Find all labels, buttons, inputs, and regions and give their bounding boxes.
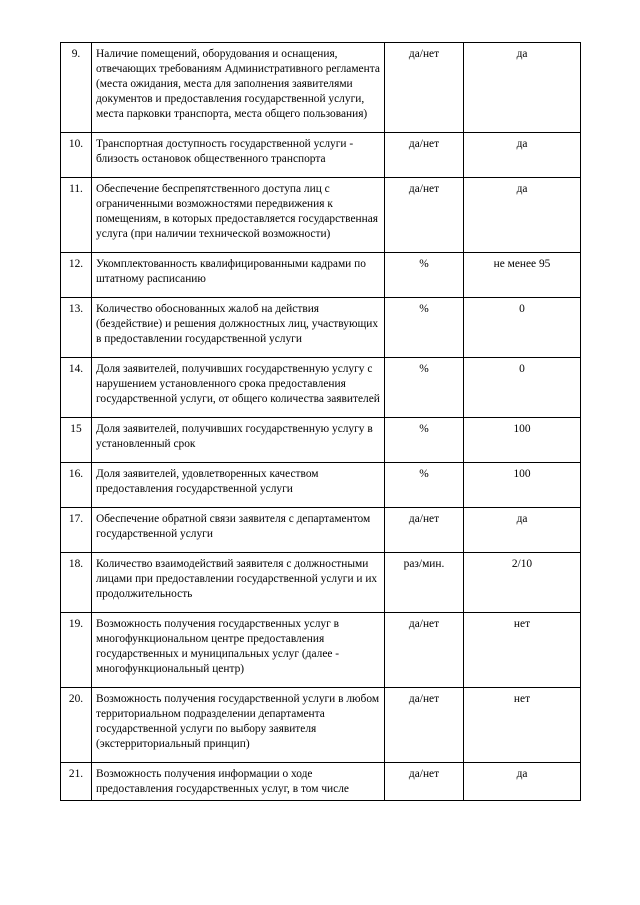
row-number: 12. xyxy=(61,253,92,298)
row-value: да xyxy=(464,763,581,801)
row-number: 19. xyxy=(61,613,92,688)
row-unit: да/нет xyxy=(385,133,464,178)
row-unit: да/нет xyxy=(385,763,464,801)
indicators-table xyxy=(60,42,581,801)
table-row xyxy=(61,418,581,463)
row-unit: % xyxy=(385,298,464,358)
row-description: Транспортная доступность государственной услуги - близость остановок общественного транспорта xyxy=(92,133,385,178)
table-row xyxy=(61,178,581,253)
row-value: да xyxy=(464,508,581,553)
row-number: 16. xyxy=(61,463,92,508)
row-value: нет xyxy=(464,688,581,763)
table-row xyxy=(61,508,581,553)
row-unit: да/нет xyxy=(385,178,464,253)
row-description: Возможность получения государственной услуги в любом территориальном подразделении департамента государственной услуги по выбору заявителя (экстерриториальный принцип) xyxy=(92,688,385,763)
row-description: Возможность получения государственных услуг в многофункциональном центре предоставления государственных и муниципальных услуг (далее - многофункциональный центр) xyxy=(92,613,385,688)
table-row xyxy=(61,253,581,298)
row-unit: % xyxy=(385,253,464,298)
row-description: Количество обоснованных жалоб на действия (бездействие) и решения должностных лиц, участвующих в предоставлении государственной услуги xyxy=(92,298,385,358)
row-description: Наличие помещений, оборудования и оснащения, отвечающих требованиям Административного регламента (места ожидания, места для заполнения заявителями документов и предоставления государственной услуги, места парковки транспорта, места общего пользования) xyxy=(92,43,385,133)
row-description: Укомплектованность квалифицированными кадрами по штатному расписанию xyxy=(92,253,385,298)
row-value: 0 xyxy=(464,298,581,358)
table-row xyxy=(61,133,581,178)
table-row xyxy=(61,358,581,418)
row-description: Доля заявителей, получивших государственную услугу в установленный срок xyxy=(92,418,385,463)
table-row xyxy=(61,688,581,763)
table-row xyxy=(61,553,581,613)
row-description: Доля заявителей, получивших государственную услугу с нарушением установленного срока предоставления государственной услуги, от общего количества заявителей xyxy=(92,358,385,418)
row-value: 100 xyxy=(464,418,581,463)
row-unit: да/нет xyxy=(385,688,464,763)
row-number: 15 xyxy=(61,418,92,463)
row-number: 13. xyxy=(61,298,92,358)
row-number: 14. xyxy=(61,358,92,418)
row-value: не менее 95 xyxy=(464,253,581,298)
row-value: нет xyxy=(464,613,581,688)
table-row xyxy=(61,613,581,688)
row-number: 11. xyxy=(61,178,92,253)
row-unit: % xyxy=(385,463,464,508)
table-row xyxy=(61,463,581,508)
row-value: да xyxy=(464,178,581,253)
row-unit: % xyxy=(385,358,464,418)
row-number: 10. xyxy=(61,133,92,178)
row-description: Обеспечение обратной связи заявителя с департаментом государственной услуги xyxy=(92,508,385,553)
row-value: 0 xyxy=(464,358,581,418)
table-row xyxy=(61,43,581,133)
row-value: да xyxy=(464,133,581,178)
row-number: 20. xyxy=(61,688,92,763)
row-description: Доля заявителей, удовлетворенных качеством предоставления государственной услуги xyxy=(92,463,385,508)
row-unit: раз/мин. xyxy=(385,553,464,613)
row-value: 2/10 xyxy=(464,553,581,613)
row-unit: да/нет xyxy=(385,508,464,553)
row-value: 100 xyxy=(464,463,581,508)
row-number: 9. xyxy=(61,43,92,133)
row-description: Возможность получения информации о ходе предоставления государственных услуг, в том числе xyxy=(92,763,385,801)
table-row xyxy=(61,763,581,801)
row-value: да xyxy=(464,43,581,133)
row-unit: % xyxy=(385,418,464,463)
row-description: Обеспечение беспрепятственного доступа лиц с ограниченными возможностями передвижения к помещениям, в которых предоставляется государственная услуга (при наличии технической возможности) xyxy=(92,178,385,253)
row-number: 17. xyxy=(61,508,92,553)
row-number: 21. xyxy=(61,763,92,801)
row-description: Количество взаимодействий заявителя с должностными лицами при предоставлении государственной услуги и их продолжительность xyxy=(92,553,385,613)
table-row xyxy=(61,298,581,358)
row-unit: да/нет xyxy=(385,613,464,688)
row-number: 18. xyxy=(61,553,92,613)
row-unit: да/нет xyxy=(385,43,464,133)
